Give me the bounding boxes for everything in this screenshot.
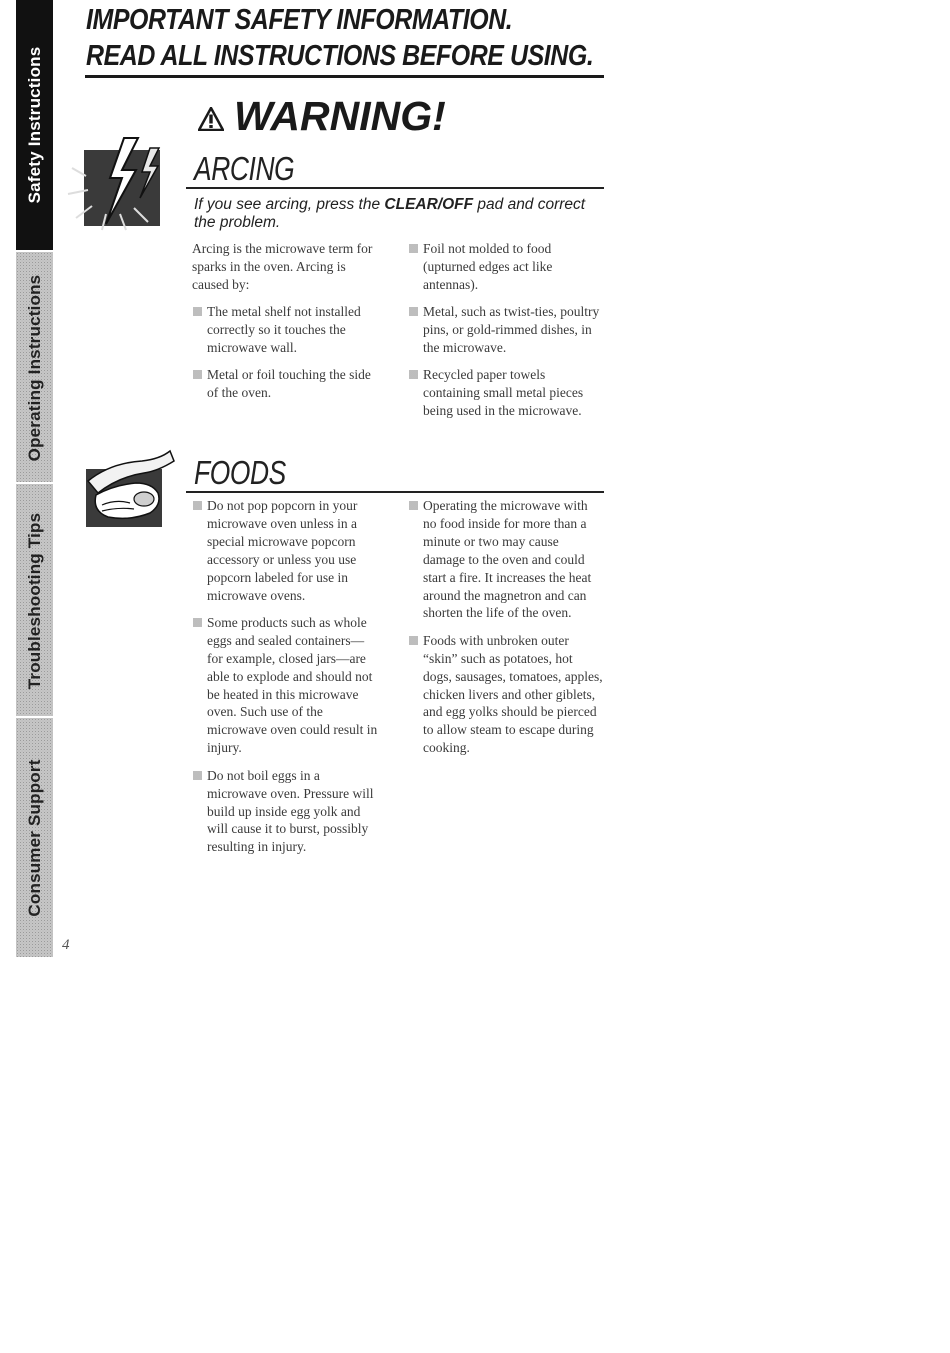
bullet-square-icon <box>193 370 202 379</box>
header-title-line-1: IMPORTANT SAFETY INFORMATION. <box>86 4 513 36</box>
arcing-divider <box>186 187 604 189</box>
bullet-square-icon <box>409 370 418 379</box>
list-item <box>408 632 604 757</box>
arcing-intro-text <box>194 196 604 232</box>
tab-safety-instructions[interactable] <box>16 0 53 250</box>
tab-operating-instructions-label: Operating Instructions <box>24 274 44 462</box>
list-item-text: The metal shelf not installed correctly so it touches the microwave wall. <box>207 303 361 355</box>
foods-left-column <box>192 497 379 866</box>
list-item <box>192 767 379 857</box>
tab-troubleshooting-tips[interactable] <box>16 482 53 718</box>
warning-triangle-icon <box>198 107 224 131</box>
bullet-square-icon <box>409 307 418 316</box>
tab-troubleshooting-tips-label: Troubleshooting Tips <box>24 512 44 690</box>
foods-right-column <box>408 497 604 767</box>
list-item <box>192 366 377 402</box>
arcing-sparks-illustration <box>62 132 162 232</box>
bullet-square-icon <box>193 618 202 627</box>
list-item-text: Foil not molded to food (upturned edges act like antennas). <box>423 241 553 292</box>
tab-consumer-support[interactable] <box>16 716 53 957</box>
bullet-square-icon <box>193 501 202 510</box>
warning-heading <box>198 93 446 140</box>
foods-hand-illustration <box>80 447 178 531</box>
list-item <box>408 240 604 294</box>
tab-safety-instructions-label: Safety Instructions <box>24 46 44 204</box>
list-item <box>408 497 604 622</box>
bullet-square-icon <box>409 636 418 645</box>
list-item <box>192 303 377 357</box>
page-number: 4 <box>62 937 70 953</box>
list-item <box>408 366 604 420</box>
list-item-text: Metal or foil touching the side of the oven. <box>207 366 371 400</box>
list-item-text: Do not pop popcorn in your microwave oven unless in a special microwave popcorn accessory or unless you use popcorn labeled for use in microwave ovens. <box>207 498 358 603</box>
bullet-square-icon <box>409 244 418 253</box>
bullet-square-icon <box>409 501 418 510</box>
arcing-intro-after: pad and correct the problem. <box>194 196 586 231</box>
warning-label: WARNING! <box>234 93 446 139</box>
header-divider <box>85 75 604 78</box>
arcing-intro-before: If you see arcing, press the <box>194 196 385 213</box>
list-item <box>192 614 379 757</box>
tab-consumer-support-label: Consumer Support <box>24 758 44 917</box>
list-item-text: Foods with unbroken outer “skin” such as potatoes, hot dogs, sausages, tomatoes, apples, chicken livers and other giblets, and egg yolks should be pierced to allow steam to escape during cooking. <box>423 632 603 756</box>
bullet-square-icon <box>193 307 202 316</box>
arcing-description: Arcing is the microwave term for sparks in the oven. Arcing is caused by: <box>192 241 373 292</box>
bullet-square-icon <box>193 771 202 780</box>
list-item-text: Metal, such as twist-ties, poultry pins, or gold-rimmed dishes, in the microwave. <box>423 304 600 356</box>
arcing-right-column <box>408 240 604 430</box>
list-item <box>192 497 379 604</box>
arcing-section-title: ARCING <box>194 150 295 187</box>
arcing-left-column <box>192 240 377 411</box>
list-item-text: Some products such as whole eggs and sealed containers—for example, closed jars—are able to explode and should not be heated in this microwave oven. Such use of the microwave oven could result in injury. <box>207 614 378 756</box>
list-item-text: Recycled paper towels containing small metal pieces being used in the microwave. <box>423 367 584 419</box>
list-item-text: Do not boil eggs in a microwave oven. Pressure will build up inside egg yolk and will cause it to burst, possibly resulting in injury. <box>207 767 374 855</box>
side-navigation <box>16 0 53 955</box>
header-title-line-2: READ ALL INSTRUCTIONS BEFORE USING. <box>86 40 594 72</box>
foods-divider <box>186 491 604 493</box>
list-item <box>408 303 604 357</box>
tab-operating-instructions[interactable] <box>16 250 53 484</box>
clear-off-pad-label: CLEAR/OFF <box>384 196 474 213</box>
list-item-text: Operating the microwave with no food inside for more than a minute or two may cause damage to the oven and could start a fire. It increases the heat around the magnetron and can shorten the life of the oven. <box>423 498 592 621</box>
foods-section-title: FOODS <box>194 454 286 491</box>
